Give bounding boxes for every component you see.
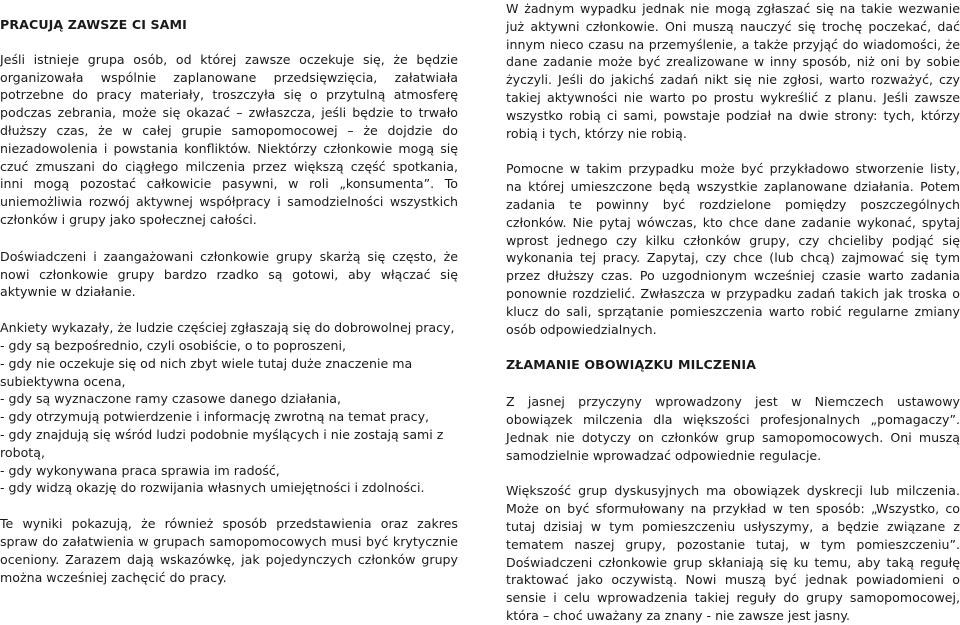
list-item: - gdy otrzymują potwierdzenie i informację zwrotną na temat pracy, bbox=[0, 409, 430, 425]
paragraph-results: Te wyniki pokazują, że również sposób przedstawienia oraz zakres spraw do załatwienia w grupach samopomocowych musi być krytycznie oceniony. Zarazem dają wskazówkę, jak pojedynczych członków grupy można wcześniej zachęcić do pracy. bbox=[0, 516, 458, 585]
list-item: - gdy widzą okazję do rozwijania własnych umiejętności i zdolności. bbox=[0, 480, 425, 496]
paragraph-surveys-intro: Ankiety wykazały, że ludzie częściej zgłaszają się do dobrowolnej pracy, bbox=[0, 320, 455, 336]
section-heading-confidentiality: ZŁAMANIE OBOWIĄZKU MILCZENIA bbox=[506, 357, 757, 373]
paragraph-legal-obligation: Z jasnej przyczyny wprowadzony jest w Niemczech ustawowy obowiązek milczenia dla większości profesjonalnych „pomagaczy”. Jednak nie dotyczy on członków grup samopomocowych. Oni muszą samodzielnie wprowadzać odpowiednie regulacje. bbox=[506, 394, 960, 463]
list-item: - gdy znajdują się wśród ludzi podobnie myślących i nie zostają sami z robotą, bbox=[0, 426, 444, 460]
section-heading-always-the-same: PRACUJĄ ZAWSZE CI SAMI bbox=[0, 17, 187, 32]
right-column bbox=[506, 0, 960, 625]
paragraph-group-roles: Jeśli istnieje grupa osób, od której zawsze oczekuje się, że będzie organizowała wspólnie zaplanowane przedsięwzięcia, załatwiała potrzebne do pracy materiały, troszczyła się o przytulną atmosferę podczas zebrania, może się okazać – zwłaszcza, jeśli będzie to trwało dłuższy czas, że w całej grupie samopomocowej – że dojdzie do niezadowolenia i powstania konfliktów. Niektórzy członkowie mogą się czuć zmuszani do ciągłego milczenia przez większą część spotkania, inni mogą pozostać całkowicie pasywni, w roli „konsumenta”. To uniemożliwia rozwój aktywnej współpracy i samodzielności wszystkich członków i grupy jako społecznej całości. bbox=[0, 51, 458, 227]
paragraph-active-members: W żadnym wypadku jednak nie mogą zgłaszać się na takie wezwanie już aktywni członkowie. Oni muszą nauczyć się trochę poczekać, dać innym nieco czasu na przemyślenie, a także przyjąć do wiadomości, że dane zadanie może być zrealizowane w inny sposób, niż oni by sobie życzyli. Jeśli do jakichś zadań nikt się nie zgłosi, warto rozważyć, czy takiej aktywności nie warto po prostu wykreślić z planu. Jeśli zawsze wszystko robią ci sami, powstaje podział na dwie strony: tych, którzy robią i tych, którzy nie robią. bbox=[506, 1, 960, 141]
volunteer-conditions-list bbox=[0, 337, 458, 497]
list-item: - gdy wykonywana praca sprawia im radość, bbox=[0, 462, 280, 478]
list-item: - gdy nie oczekuje się od nich zbyt wiele tutaj duże znaczenie ma subiektywna ocena, bbox=[0, 355, 413, 389]
list-item: - gdy są wyznaczone ramy czasowe danego działania, bbox=[0, 391, 341, 407]
left-column bbox=[0, 0, 458, 586]
list-item: - gdy są bezpośrednio, czyli osobiście, o to poproszeni, bbox=[0, 337, 346, 353]
paragraph-experienced-members: Doświadczeni i zaangażowani członkowie grupy skarżą się często, że nowi członkowie grupy bardzo rzadko są gotowi, aby włączać się aktywnie w działanie. bbox=[0, 248, 458, 300]
paragraph-task-list: Pomocne w takim przypadku może być przykładowo stworzenie listy, na której umieszczone będą wszystkie zaplanowane działania. Potem zadania te powinny być rozdzielone pomiędzy poszczególnych członków. Nie pytaj wówczas, kto chce dane zadanie wykonać, spytaj wprost jednego czy kilku członków grupy, czy chcieliby podjąć się wykonania tej pracy. Zapytaj, czy chce (lub chcą) zajmować się tym przez dłuższy czas. Po uzgodnionym wcześniej czasie warto zadania ponownie rozdzielić. Zwłaszcza w przypadku zadań takich jak troska o klucz do sali, sprzątanie pomieszczenia warto robić regularne zmiany osób odpowiedzialnych. bbox=[506, 161, 960, 337]
paragraph-discretion-rule: Większość grup dyskusyjnych ma obowiązek dyskrecji lub milczenia. Może on być sformułowany na przykład w ten sposób: „Wszystko, co tutaj dzisiaj w tym pomieszczeniu usłyszymy, a będzie związane z tematem naszej grupy, pozostanie tutaj, w tym pomieszczeniu”. Doświadczeni członkowie grup skłaniają się ku temu, aby taką regułę traktować jako oczywistą. Nowi muszą być jednak powiadomieni o sensie i celu wprowadzenia takiej reguły do grupy samopomocowej, która – choć uważany za znany - nie zawsze jest jasny. bbox=[506, 483, 960, 623]
